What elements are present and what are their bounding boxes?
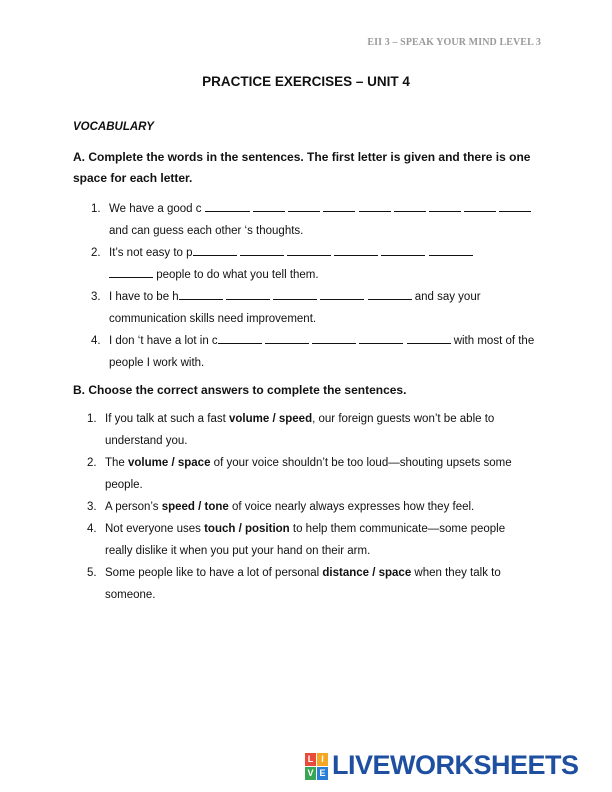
section-label-vocabulary: VOCABULARY [73, 121, 154, 133]
exercise-a-item: 4. I don ‘t have a lot in c with most of the people I work with. [0, 330, 545, 374]
letter-blank[interactable] [265, 332, 309, 344]
item-number: 2. [87, 457, 97, 469]
letter-blank[interactable] [323, 200, 355, 212]
item-number: 4. [87, 523, 97, 535]
item-number: 3. [91, 291, 101, 303]
answer-choice[interactable]: distance / space [322, 567, 412, 579]
item-number: 4. [91, 335, 101, 347]
exercise-b-list [0, 408, 535, 606]
letter-blank[interactable] [273, 288, 317, 300]
logo-letter: L [305, 753, 316, 766]
letter-blank[interactable] [368, 288, 412, 300]
letter-blank[interactable] [288, 200, 320, 212]
logo-letter: I [317, 753, 328, 766]
exercise-b-item: 1. If you talk at such a fast volume / speed, our foreign guests won’t be able to understand you. [0, 408, 535, 452]
answer-choice[interactable]: touch / position [204, 523, 290, 535]
letter-blank[interactable] [499, 200, 531, 212]
instruction-a: A. Complete the words in the sentences. The first letter is given and there is one space for each letter. [73, 150, 531, 185]
letter-blank[interactable] [218, 332, 262, 344]
letter-blank[interactable] [253, 200, 285, 212]
letter-blank[interactable] [394, 200, 426, 212]
letter-blank[interactable] [109, 266, 153, 278]
letter-blank[interactable] [359, 200, 391, 212]
letter-blank[interactable] [205, 200, 250, 212]
exercise-a-item: 2. It’s not easy to p people to do what you tell them. [0, 242, 545, 286]
instruction-b: B. Choose the correct answers to complete the sentences. [73, 383, 407, 397]
letter-blank[interactable] [193, 244, 237, 256]
letter-blank[interactable] [464, 200, 496, 212]
letter-blank[interactable] [287, 244, 331, 256]
exercise-b-item: 5. Some people like to have a lot of personal distance / space when they talk to someone. [0, 562, 535, 606]
liveworksheets-logo [305, 750, 579, 781]
exercise-a-item: 1. We have a good c and can guess each other ‘s thoughts. [0, 198, 545, 242]
logo-letter: E [317, 767, 328, 780]
letter-blank[interactable] [359, 332, 403, 344]
letter-blank[interactable] [226, 288, 270, 300]
answer-choice[interactable]: volume / space [128, 457, 211, 469]
exercise-b-item: 3. A person’s speed / tone of voice nearly always expresses how they feel. [0, 496, 535, 518]
logo-letter: V [305, 767, 316, 780]
exercise-a-item: 3. I have to be h and say your communication skills need improvement. [0, 286, 545, 330]
letter-blank[interactable] [429, 200, 461, 212]
item-number: 1. [87, 413, 97, 425]
logo-mark-icon [305, 753, 327, 779]
answer-choice[interactable]: speed / tone [161, 501, 229, 513]
course-header: EII 3 – SPEAK YOUR MIND LEVEL 3 [367, 37, 541, 48]
letter-blank[interactable] [320, 288, 364, 300]
exercise-b-item: 4. Not everyone uses touch / position to help them communicate—some people really dislike it when you put your hand on their arm. [0, 518, 535, 562]
letter-blank[interactable] [312, 332, 356, 344]
answer-choice[interactable]: volume / speed [229, 413, 313, 425]
exercise-a-list [0, 198, 545, 374]
letter-blank[interactable] [240, 244, 284, 256]
letter-blank[interactable] [429, 244, 473, 256]
item-number: 3. [87, 501, 97, 513]
exercise-b-item: 2. The volume / space of your voice shouldn’t be too loud—shouting upsets some people. [0, 452, 535, 496]
page-title: PRACTICE EXERCISES – UNIT 4 [202, 74, 410, 89]
logo-text: LIVEWORKSHEETS [332, 750, 579, 780]
letter-blank[interactable] [407, 332, 451, 344]
item-number: 1. [91, 203, 101, 215]
letter-blank[interactable] [334, 244, 378, 256]
letter-blank[interactable] [179, 288, 223, 300]
letter-blank[interactable] [381, 244, 425, 256]
item-number: 5. [87, 567, 97, 579]
item-number: 2. [91, 247, 101, 259]
